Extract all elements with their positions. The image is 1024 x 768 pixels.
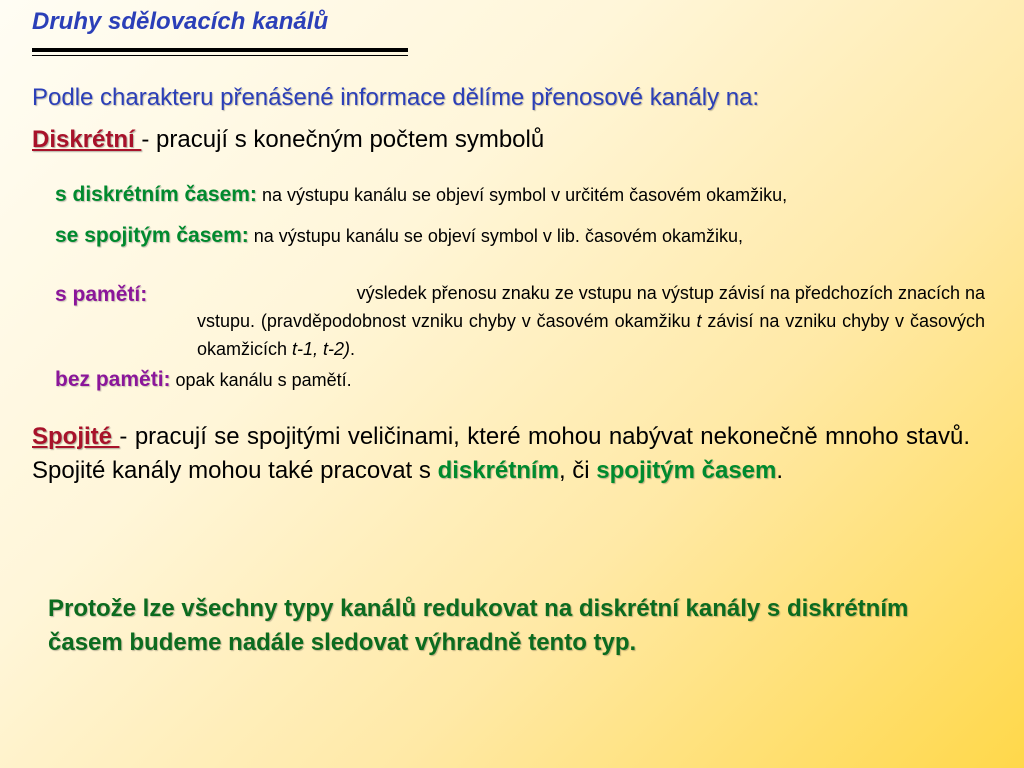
continuous-text-b: , či	[558, 457, 597, 484]
item-discrete-time	[55, 183, 787, 207]
continuous-continuous-time: spojitým časem	[596, 457, 777, 484]
conclusion-text: Protože lze všechny typy kanálů redukovat na diskrétní kanály s diskrétním časem budeme nadále sledovat výhradně tento typ.	[48, 595, 909, 656]
with-memory-text-c: .	[350, 339, 356, 359]
with-memory-t-values: t-1, t-2)	[292, 339, 351, 359]
without-memory-label: bez paměti:	[55, 368, 171, 391]
continuous-time-text: na výstupu kanálu se objeví symbol v lib. časovém okamžiku,	[248, 226, 743, 246]
continuous-time-label: se spojitým časem:	[55, 224, 249, 247]
continuous-text-a: - pracují se spojitými veličinami, které mohou nabývat nekonečně mnoho stavů. Spojité kanály mohou také pracovat s	[32, 423, 970, 484]
with-memory-t: t	[696, 311, 702, 331]
continuous-term: Spojité	[32, 423, 120, 450]
with-memory-text-rest	[197, 307, 985, 363]
title-underline	[32, 48, 408, 52]
discrete-time-text: na výstupu kanálu se objeví symbol v určitém časovém okamžiku,	[256, 185, 788, 205]
with-memory-text-line1: výsledek přenosu znaku ze vstupu na výstup závisí na předchozích znacích na	[356, 283, 985, 303]
without-memory-text: opak kanálu s pamětí.	[170, 370, 352, 390]
with-memory-text-b: závisí na vzniku chyby v časových okamžicích	[197, 311, 985, 359]
item-with-memory	[55, 283, 985, 363]
item-continuous-time	[55, 224, 743, 248]
discrete-heading	[32, 126, 544, 154]
item-without-memory	[55, 368, 352, 392]
with-memory-label: s pamětí:	[55, 283, 148, 306]
title-underline-thin	[32, 55, 408, 56]
continuous-paragraph	[32, 420, 970, 488]
discrete-description: - pracují s konečným počtem symbolů	[141, 126, 545, 153]
continuous-discrete-time: diskrétním	[437, 457, 559, 484]
continuous-text-c: .	[776, 457, 784, 484]
with-memory-text-a: vstupu. (pravděpodobnost vzniku chyby v časovém okamžiku	[197, 311, 697, 331]
discrete-time-label: s diskrétním časem:	[55, 183, 257, 206]
slide-title: Druhy sdělovacích kanálů	[32, 8, 329, 35]
discrete-term: Diskrétní	[32, 126, 142, 153]
intro-text: Podle charakteru přenášené informace dělíme přenosové kanály na:	[32, 84, 760, 111]
